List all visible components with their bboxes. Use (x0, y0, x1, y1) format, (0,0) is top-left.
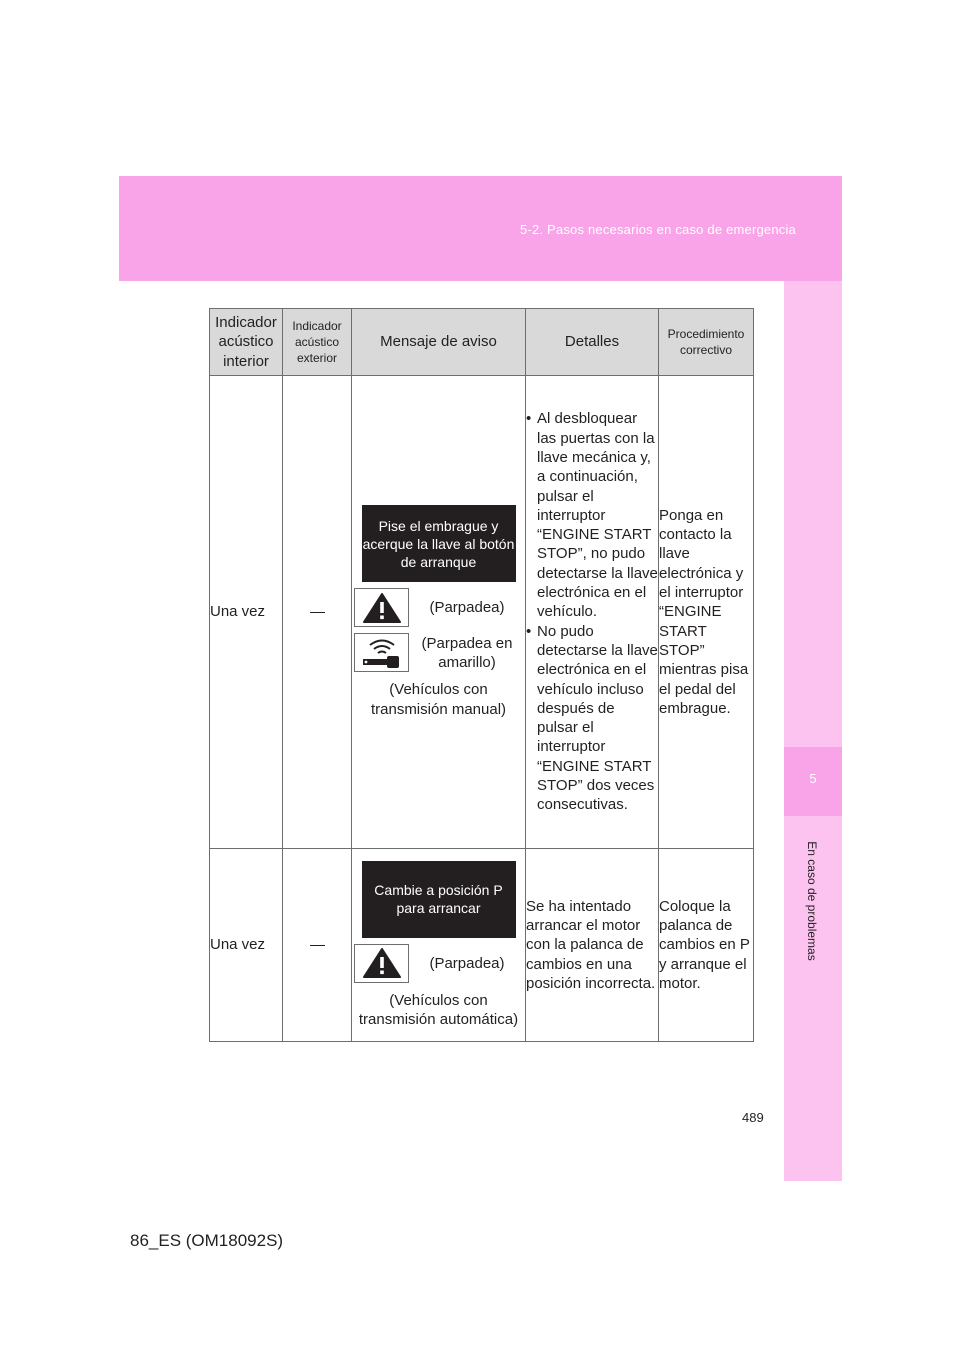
details-cell (526, 376, 659, 849)
chapter-label-container (797, 828, 827, 978)
table-row (210, 376, 754, 849)
vehicle-note: (Vehículos con transmisión automática) (358, 991, 519, 1028)
chapter-tab[interactable] (784, 747, 842, 816)
indicator-row (354, 944, 525, 983)
header-details: Detalles (526, 309, 659, 376)
vehicle-note: (Vehículos con transmisión manual) (370, 681, 507, 718)
header-interior-buzzer: Indicador acústico interior (210, 309, 283, 376)
exterior-buzzer-cell (283, 376, 352, 849)
page-number: 489 (742, 1110, 764, 1125)
warning-table (209, 308, 754, 1042)
indicator-label: (Parpadea) (429, 954, 505, 972)
interior-buzzer-cell: Una vez (210, 376, 283, 849)
message-display: Pise el embrague y acerque la llave al botón de arranque (362, 505, 516, 582)
indicator-label: (Parpadea en amarillo) (421, 634, 513, 671)
smart-key-icon (354, 633, 409, 672)
section-title: 5-2. Pasos necesarios en caso de emergencia (520, 222, 796, 237)
warning-triangle-icon (354, 588, 409, 627)
list-item: • No pudo detectarse la llave electrónica en el vehículo incluso después de pulsar el interruptor “ENGINE START STOP” dos veces consecutivas. (526, 622, 658, 815)
chapter-number: 5 (809, 771, 817, 786)
procedure-cell: Coloque la palanca de cambios en P y arranque el motor. (659, 849, 754, 1042)
warning-message-cell (352, 849, 526, 1042)
interior-buzzer-cell: Una vez (210, 849, 283, 1042)
message-display: Cambie a posición P para arrancar (362, 861, 516, 938)
header-exterior-buzzer: Indicador acústico exterior (283, 309, 352, 376)
list-item: • Al desbloquear las puertas con la llave mecánica y, a continuación, pulsar el interruptor “ENGINE START STOP”, no pudo detectarse la llave electrónica en el vehículo. (526, 409, 658, 621)
details-list (526, 409, 658, 814)
procedure-cell: Ponga en contacto la llave electrónica y el interruptor “ENGINE START STOP” mientras pisa el pedal del embrague. (659, 376, 754, 849)
dash-mark (310, 945, 325, 946)
table-row (210, 849, 754, 1042)
warning-triangle-icon (354, 944, 409, 983)
indicator-row (354, 588, 525, 627)
document-code: 86_ES (OM18092S) (130, 1231, 284, 1250)
warning-message-cell (352, 376, 526, 849)
indicator-label: (Parpadea) (429, 599, 505, 617)
dash-mark (310, 612, 325, 613)
header-procedure: Procedimiento correctivo (659, 309, 754, 376)
table-header-row (210, 309, 754, 376)
chapter-label: En caso de problemas (805, 841, 819, 961)
exterior-buzzer-cell (283, 849, 352, 1042)
side-strip (784, 281, 842, 1181)
header-band (119, 176, 842, 281)
indicator-row (354, 633, 525, 672)
details-cell: Se ha intentado arrancar el motor con la palanca de cambios en una posición incorrecta. (526, 849, 659, 1042)
header-warning-message: Mensaje de aviso (352, 309, 526, 376)
